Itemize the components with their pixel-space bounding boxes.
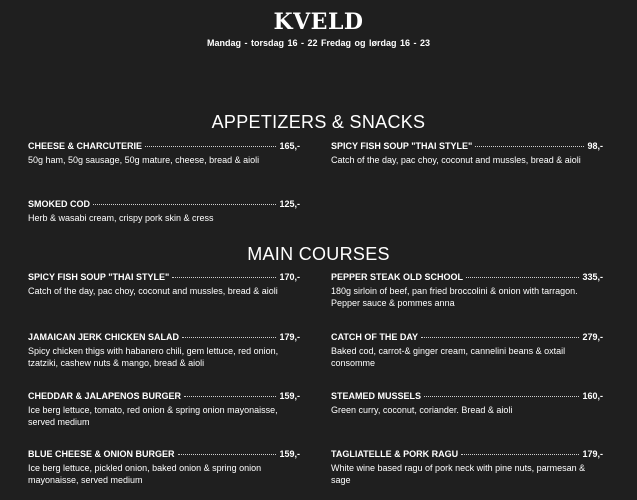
item-name: BLUE CHEESE & ONION BURGER: [28, 449, 175, 459]
item-description: Ice berg lettuce, tomato, red onion & spring onion mayonaisse, served medium: [28, 405, 278, 427]
item-name: JAMAICAN JERK CHICKEN SALAD: [28, 332, 180, 342]
item-price: 279,-: [582, 332, 603, 342]
item-name: SPICY FISH SOUP "THAI STYLE": [28, 272, 170, 282]
item-price: 179,-: [279, 332, 300, 342]
dotted-leader: [145, 146, 276, 147]
dotted-leader: [424, 396, 579, 397]
item-price: 159,-: [279, 391, 300, 401]
item-price: 125,-: [279, 199, 300, 209]
dotted-leader: [421, 337, 579, 338]
item-name: CHEESE & CHARCUTERIE: [28, 141, 143, 151]
item-description: Green curry, coconut, coriander. Bread & aioli: [331, 405, 513, 415]
item-description: 180g sirloin of beef, pan fried broccolini & onion with tarragon. Pepper sauce & pommes anna: [331, 286, 578, 308]
item-description: Herb & wasabi cream, crispy pork skin & cress: [28, 213, 214, 223]
item-name: STEAMED MUSSELS: [331, 391, 422, 401]
menu-item-fish-soup-starter: [331, 141, 603, 166]
item-price: 165,-: [279, 141, 300, 151]
dotted-leader: [172, 277, 276, 278]
section-title-appetizers: APPETIZERS & SNACKS: [211, 112, 426, 132]
item-price: 170,-: [279, 272, 300, 282]
item-description: Catch of the day, pac choy, coconut and mussles, bread & aioli: [331, 155, 581, 165]
item-description: Spicy chicken thigs with habanero chili, gem lettuce, red onion, tzatziki, cashew nuts & mango, bread & aioli: [28, 346, 279, 368]
item-description: Catch of the day, pac choy, coconut and mussles, bread & aioli: [28, 286, 278, 296]
menu-item-cheddar-burger: [28, 391, 300, 428]
dotted-leader: [466, 277, 579, 278]
section-title-main-courses: MAIN COURSES: [247, 244, 390, 264]
dotted-leader: [461, 454, 579, 455]
menu-item-smoked-cod: [28, 199, 300, 224]
item-description: White wine based ragu of pork neck with pine nuts, parmesan & sage: [331, 463, 586, 485]
item-name: SPICY FISH SOUP "THAI STYLE": [331, 141, 473, 151]
menu-item-pepper-steak: [331, 272, 603, 309]
dotted-leader: [475, 146, 584, 147]
item-description: Ice berg lettuce, pickled onion, baked onion & spring onion mayonaisse, served medium: [28, 463, 262, 485]
item-price: 98,-: [587, 141, 603, 151]
menu-item-fish-soup-main: [28, 272, 300, 297]
dotted-leader: [182, 337, 276, 338]
item-price: 179,-: [582, 449, 603, 459]
item-name: CHEDDAR & JALAPENOS BURGER: [28, 391, 182, 401]
menu-item-tagliatelle-ragu: [331, 449, 603, 486]
menu-item-steamed-mussels: [331, 391, 603, 416]
dotted-leader: [178, 454, 277, 455]
item-description: Baked cod, carrot-& ginger cream, cannelini beans & oxtail consomme: [331, 346, 566, 368]
menu-item-blue-cheese-burger: [28, 449, 300, 486]
item-name: SMOKED COD: [28, 199, 91, 209]
menu-item-catch-of-the-day: [331, 332, 603, 369]
menu-item-cheese-charcuterie: [28, 141, 300, 166]
item-price: 335,-: [582, 272, 603, 282]
item-description: 50g ham, 50g sausage, 50g mature, cheese, bread & aioli: [28, 155, 260, 165]
item-name: CATCH OF THE DAY: [331, 332, 419, 342]
item-name: PEPPER STEAK OLD SCHOOL: [331, 272, 464, 282]
item-name: TAGLIATELLE & PORK RAGU: [331, 449, 459, 459]
dotted-leader: [93, 204, 276, 205]
opening-hours: Mandag - torsdag 16 - 22 Fredag og lørdag 16 - 23: [206, 38, 431, 48]
dotted-leader: [184, 396, 276, 397]
item-price: 159,-: [279, 449, 300, 459]
restaurant-logo: KVELD: [273, 9, 364, 35]
menu-item-jerk-chicken-salad: [28, 332, 300, 369]
item-price: 160,-: [582, 391, 603, 401]
